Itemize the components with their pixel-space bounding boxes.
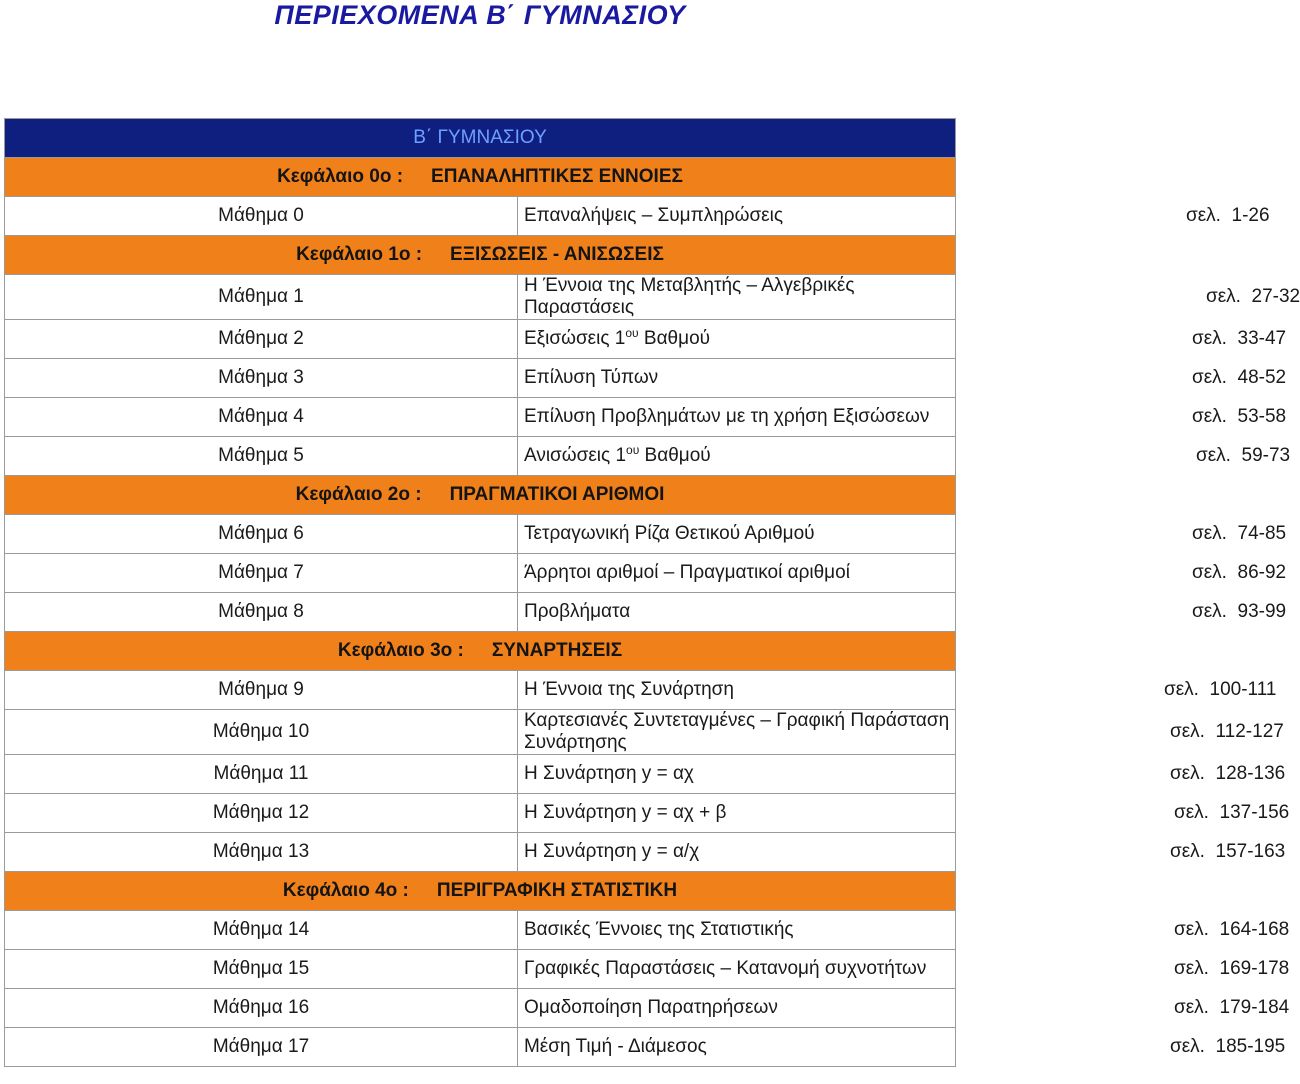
- chapter-row: [5, 476, 956, 515]
- page-title: ΠΕΡΙΕΧΟΜΕΝΑ Β΄ ΓΥΜΝΑΣΙΟΥ: [274, 0, 686, 30]
- lesson-cell: [517, 755, 1286, 794]
- lesson-cell: [517, 989, 1290, 1028]
- lesson-cell: [517, 710, 1284, 755]
- lesson-title: Ομαδοποίηση Παρατηρήσεων: [523, 997, 778, 1018]
- lesson-number: Μάθημα 14: [5, 911, 518, 950]
- lesson-pages: σελ. 100-111: [1163, 679, 1277, 700]
- lesson-row: [5, 197, 956, 236]
- lesson-cell: [517, 911, 1290, 950]
- lesson-pages: σελ. 74-85: [1191, 523, 1287, 544]
- lesson-pages: σελ. 179-184: [1173, 997, 1290, 1018]
- lesson-pages: σελ. 185-195: [1169, 1036, 1286, 1057]
- lesson-cell: [517, 950, 1290, 989]
- lesson-pages: σελ. 112-127: [1169, 721, 1284, 742]
- lesson-number: Μάθημα 1: [5, 275, 518, 320]
- lesson-title: Βασικές Έννοιες της Στατιστικής: [523, 919, 794, 940]
- chapter-label: Κεφάλαιο 2ο :: [295, 484, 422, 505]
- lesson-pages: σελ. 86-92: [1191, 562, 1287, 583]
- chapter-heading: [5, 476, 956, 515]
- lesson-title: Επίλυση Προβλημάτων με τη χρήση Εξισώσεων: [523, 406, 930, 427]
- lesson-cell: [517, 437, 1291, 476]
- lesson-number: Μάθημα 11: [5, 755, 518, 794]
- lesson-number: Μάθημα 15: [5, 950, 518, 989]
- lesson-row: [5, 833, 956, 872]
- chapter-label: Κεφάλαιο 3ο :: [337, 640, 464, 661]
- lesson-title: Γραφικές Παραστάσεις – Κατανομή συχνοτήτων: [523, 958, 927, 979]
- lesson-pages: σελ. 164-168: [1173, 919, 1290, 940]
- chapter-heading: [5, 632, 956, 671]
- lesson-cell: [517, 554, 1287, 593]
- lesson-number: Μάθημα 7: [5, 554, 518, 593]
- lesson-pages: σελ. 93-99: [1191, 601, 1287, 622]
- lesson-row: [5, 710, 956, 755]
- chapter-label: Κεφάλαιο 1ο :: [296, 244, 423, 265]
- lesson-number: Μάθημα 6: [5, 515, 518, 554]
- lesson-cell: [517, 197, 1270, 236]
- chapter-row: [5, 872, 956, 911]
- lesson-row: [5, 755, 956, 794]
- lesson-number: Μάθημα 8: [5, 593, 518, 632]
- lesson-pages: σελ. 33-47: [1191, 328, 1287, 349]
- chapter-row: [5, 236, 956, 275]
- lesson-row: [5, 593, 956, 632]
- lesson-pages: σελ. 157-163: [1169, 841, 1286, 862]
- lesson-cell: [517, 320, 1287, 359]
- chapter-name: ΣΥΝΑΡΤΗΣΕΙΣ: [491, 640, 623, 661]
- lesson-row: [5, 515, 956, 554]
- lesson-title: Καρτεσιανές Συντεταγμένες – Γραφική Παράσταση Συνάρτησης: [523, 710, 950, 753]
- lesson-cell: [517, 515, 1287, 554]
- lesson-cell: [517, 833, 1286, 872]
- lesson-title: Ανισώσεις $1^{o\upsilon}$ Βαθμού: [523, 443, 711, 466]
- lesson-row: [5, 275, 956, 320]
- lesson-number: Μάθημα 0: [5, 197, 518, 236]
- lesson-title: Προβλήματα: [523, 601, 631, 622]
- lesson-title: Η Συνάρτηση y = αχ + β: [523, 802, 727, 823]
- lesson-row: [5, 1028, 956, 1067]
- lesson-pages: σελ. 48-52: [1191, 367, 1287, 388]
- chapter-row: [5, 158, 956, 197]
- lesson-cell: [517, 359, 1287, 398]
- chapter-name: ΠΕΡΙΓΡΑΦΙΚΗ ΣΤΑΤΙΣΤΙΚΗ: [436, 880, 678, 901]
- lesson-row: [5, 950, 956, 989]
- lesson-cell: [517, 398, 1287, 437]
- lesson-title: Επαναλήψεις – Συμπληρώσεις: [523, 205, 784, 226]
- chapter-name: ΕΠΑΝΑΛΗΠΤΙΚΕΣ ΕΝΝΟΙΕΣ: [431, 166, 683, 187]
- lesson-pages: σελ. 27-32: [1205, 286, 1300, 307]
- lesson-number: Μάθημα 3: [5, 359, 518, 398]
- lesson-title: Μέση Τιμή - Διάμεσος: [523, 1036, 707, 1057]
- lesson-pages: σελ. 169-178: [1173, 958, 1290, 979]
- lesson-cell: [517, 794, 1290, 833]
- lesson-title: Η Συνάρτηση y = αχ: [523, 763, 694, 784]
- chapter-name: ΕΞΙΣΩΣΕΙΣ - ΑΝΙΣΩΣΕΙΣ: [450, 244, 664, 265]
- lesson-title: Επίλυση Τύπων: [523, 367, 659, 388]
- lesson-row: [5, 794, 956, 833]
- lesson-title: Η Συνάρτηση y = α/χ: [523, 841, 700, 862]
- lesson-pages: σελ. 137-156: [1173, 802, 1290, 823]
- lesson-row: [5, 359, 956, 398]
- lesson-pages: σελ. 128-136: [1169, 763, 1286, 784]
- lesson-number: Μάθημα 17: [5, 1028, 518, 1067]
- lesson-cell: [517, 275, 1300, 320]
- chapter-label: Κεφάλαιο 4ο :: [282, 880, 409, 901]
- lesson-number: Μάθημα 10: [5, 710, 518, 755]
- chapter-name: ΠΡΑΓΜΑΤΙΚΟΙ ΑΡΙΘΜΟΙ: [449, 484, 665, 505]
- chapter-heading: [5, 872, 956, 911]
- lesson-cell: [517, 671, 1277, 710]
- lesson-row: [5, 437, 956, 476]
- lesson-title: Η Έννοια της Συνάρτηση: [523, 679, 734, 700]
- lesson-pages: σελ. 53-58: [1191, 406, 1287, 427]
- lesson-row: [5, 989, 956, 1028]
- lesson-number: Μάθημα 4: [5, 398, 518, 437]
- lesson-row: [5, 671, 956, 710]
- lesson-cell: [517, 593, 1287, 632]
- lesson-pages: σελ. 59-73: [1195, 445, 1291, 466]
- lesson-number: Μάθημα 2: [5, 320, 518, 359]
- lesson-number: Μάθημα 5: [5, 437, 518, 476]
- lesson-number: Μάθημα 13: [5, 833, 518, 872]
- lesson-number: Μάθημα 12: [5, 794, 518, 833]
- chapter-heading: [5, 158, 956, 197]
- table-title: Β΄ ΓΥΜΝΑΣΙΟΥ: [5, 119, 956, 158]
- lesson-title: Τετραγωνική Ρίζα Θετικού Αριθμού: [523, 523, 815, 544]
- lesson-title: Η Έννοια της Μεταβλητής – Αλγεβρικές Παραστάσεις: [523, 275, 855, 318]
- lesson-row: [5, 554, 956, 593]
- chapter-heading: [5, 236, 956, 275]
- lesson-row: [5, 320, 956, 359]
- lesson-title: Άρρητοι αριθμοί – Πραγματικοί αριθμοί: [523, 562, 850, 583]
- lesson-pages: σελ. 1-26: [1185, 205, 1270, 226]
- table-title-row: [5, 119, 956, 158]
- lesson-number: Μάθημα 9: [5, 671, 518, 710]
- lesson-cell: [517, 1028, 1286, 1067]
- chapter-row: [5, 632, 956, 671]
- lesson-title: Εξισώσεις $1^{o\upsilon}$ Βαθμού: [523, 326, 711, 349]
- lesson-row: [5, 398, 956, 437]
- contents-table: [4, 118, 1300, 1067]
- lesson-number: Μάθημα 16: [5, 989, 518, 1028]
- chapter-label: Κεφάλαιο 0ο :: [277, 166, 404, 187]
- lesson-row: [5, 911, 956, 950]
